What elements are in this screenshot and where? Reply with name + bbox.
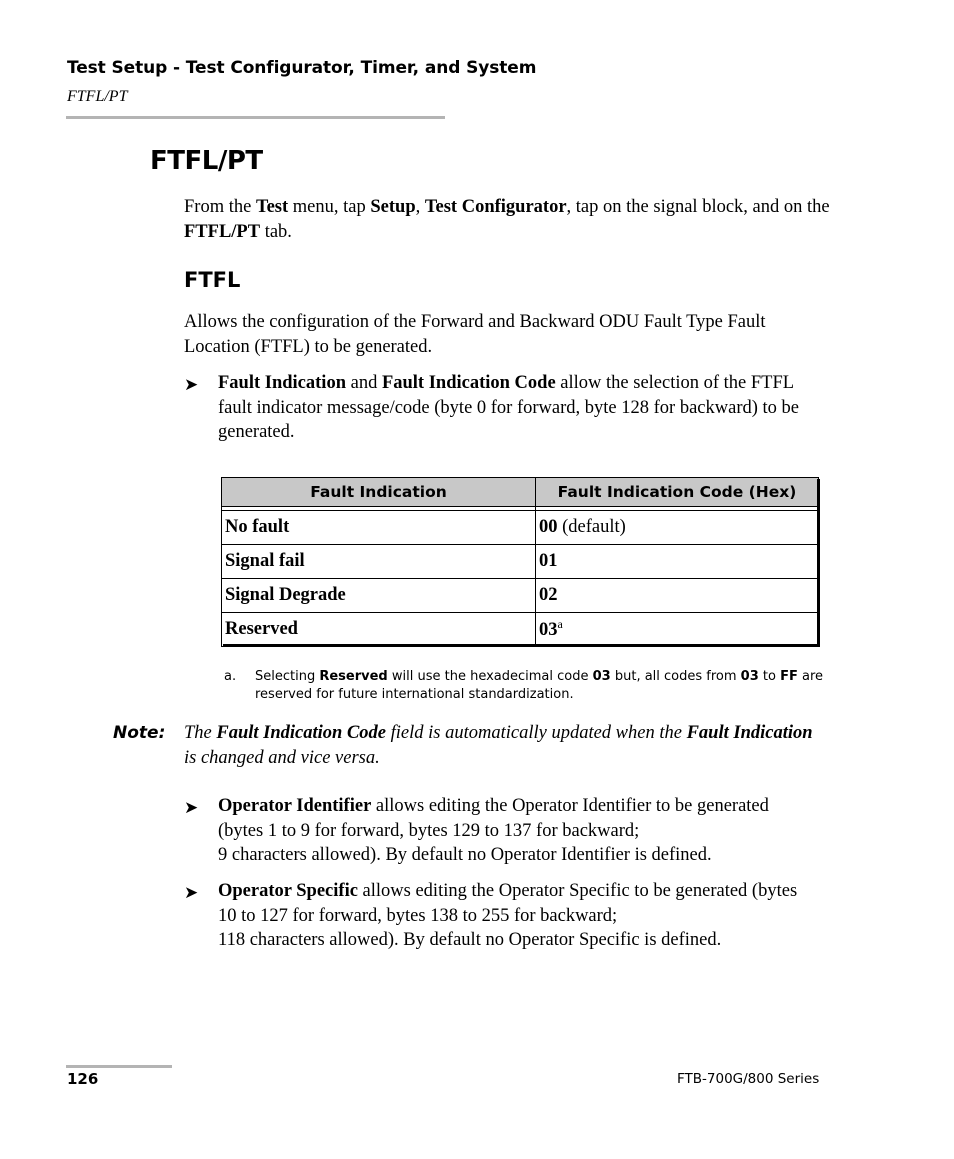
cell-code (536, 545, 819, 579)
intro-paragraph (184, 195, 834, 244)
running-header-title: Test Setup - Test Configurator, Timer, and System (67, 58, 537, 78)
indication-value: Signal fail (225, 551, 305, 571)
cell-indication (222, 613, 536, 647)
footnote-bold-03: 03 (592, 669, 611, 684)
table-row (222, 613, 819, 647)
footnote-mark: a. (224, 669, 237, 684)
cell-code (536, 613, 819, 647)
footnote-text (255, 668, 825, 704)
footnote-bold-reserved: Reserved (319, 669, 388, 684)
table-row (222, 511, 819, 545)
column-header-fault-code: Fault Indication Code (Hex) (536, 478, 819, 507)
bullet-arrow-icon: ➤ (184, 883, 199, 903)
intro-bold-configurator: Test Configurator (424, 197, 567, 217)
bullet-text-line1: allows editing the Operator Specific to be generated (bytes 10 to 127 for forward, bytes 138 to 255 for backward; (218, 881, 798, 926)
intro-text-3: , (415, 197, 425, 217)
table-shadow-right (817, 479, 820, 647)
bullet-text-and: and (345, 373, 382, 393)
ftfl-description: Allows the configuration of the Forward and Backward ODU Fault Type Fault Location (FTFL) to be generated. (184, 312, 766, 357)
indication-value: No fault (225, 517, 290, 537)
bullet-bold-fault-indication: Fault Indication (218, 373, 346, 393)
intro-bold-tab: FTFL/PT (184, 221, 261, 242)
cell-code (536, 511, 819, 545)
intro-text-4: , tap on the signal block, and on the (566, 197, 830, 217)
intro-bold-setup: Setup (370, 197, 416, 217)
table-row (222, 579, 819, 613)
intro-bold-test: Test (255, 197, 289, 217)
code-value: 03 (539, 620, 558, 641)
footnote-bold-03b: 03 (740, 669, 759, 684)
bullet-text (218, 371, 818, 445)
footnote-bold-ff: FF (780, 669, 798, 684)
footnote-text-3: but, all codes from (610, 669, 741, 684)
page-number: 126 (67, 1070, 99, 1088)
footnote-text-1: Selecting (255, 669, 320, 684)
bullet-arrow-icon: ➤ (184, 375, 199, 395)
bullet-text-line2: 118 characters allowed). By default no Operator Specific is defined. (218, 930, 722, 950)
code-value: 01 (539, 551, 558, 571)
table-shadow-bottom (223, 644, 820, 647)
code-extra: (default) (557, 517, 626, 537)
note-bold-indication: Fault Indication (686, 723, 813, 743)
product-series: FTB-700G/800 Series (677, 1071, 820, 1087)
bullet-bold-operator-specific: Operator Specific (218, 881, 358, 901)
indication-value: Signal Degrade (225, 585, 346, 605)
intro-text-2: menu, tap (288, 197, 371, 217)
fault-indication-table (221, 477, 819, 647)
bullet-bold-fault-code: Fault Indication Code (381, 373, 556, 393)
page-title: FTFL/PT (150, 146, 263, 176)
footnote-text-5: are reserved for future international standardization. (255, 669, 824, 702)
note-bold-code: Fault Indication Code (216, 723, 386, 743)
bullet-text-line1: allows editing the Operator Identifier to be generated (bytes 1 to 9 for forward, bytes 129 to 137 for backward; (218, 796, 769, 841)
footer-rule (66, 1065, 172, 1068)
section-heading-ftfl: FTFL (184, 268, 241, 292)
bullet-text-rest: allow the selection of the FTFL fault indicator message/code (byte 0 for forward, byte 128 for backward) to be generated. (218, 373, 799, 442)
intro-text-5: tab. (260, 221, 292, 242)
intro-text-1: From the (184, 197, 256, 217)
header-rule (66, 116, 445, 119)
cell-indication (222, 511, 536, 545)
note-text (184, 721, 824, 770)
cell-code (536, 579, 819, 613)
column-header-fault-indication: Fault Indication (222, 478, 536, 507)
footnote-ref: a (557, 617, 563, 632)
note-label: Note: (113, 723, 166, 743)
bullet-text (218, 879, 818, 953)
cell-indication (222, 579, 536, 613)
indication-value: Reserved (225, 619, 298, 639)
code-value: 02 (539, 585, 558, 605)
cell-indication (222, 545, 536, 579)
footnote-text-4: to (758, 669, 781, 684)
code-value: 00 (539, 517, 558, 537)
bullet-arrow-icon: ➤ (184, 798, 199, 818)
table-header-row (222, 478, 819, 507)
footnote-text-2: will use the hexadecimal code (387, 669, 593, 684)
running-header-subtitle: FTFL/PT (67, 88, 128, 105)
bullet-text (218, 794, 818, 868)
table-row (222, 545, 819, 579)
note-text-3: is changed and vice versa. (184, 747, 380, 768)
bullet-bold-operator-identifier: Operator Identifier (218, 796, 372, 816)
bullet-text-line2: 9 characters allowed). By default no Operator Identifier is defined. (218, 845, 712, 865)
note-text-2: field is automatically updated when the (386, 723, 687, 743)
note-text-1: The (184, 723, 217, 743)
